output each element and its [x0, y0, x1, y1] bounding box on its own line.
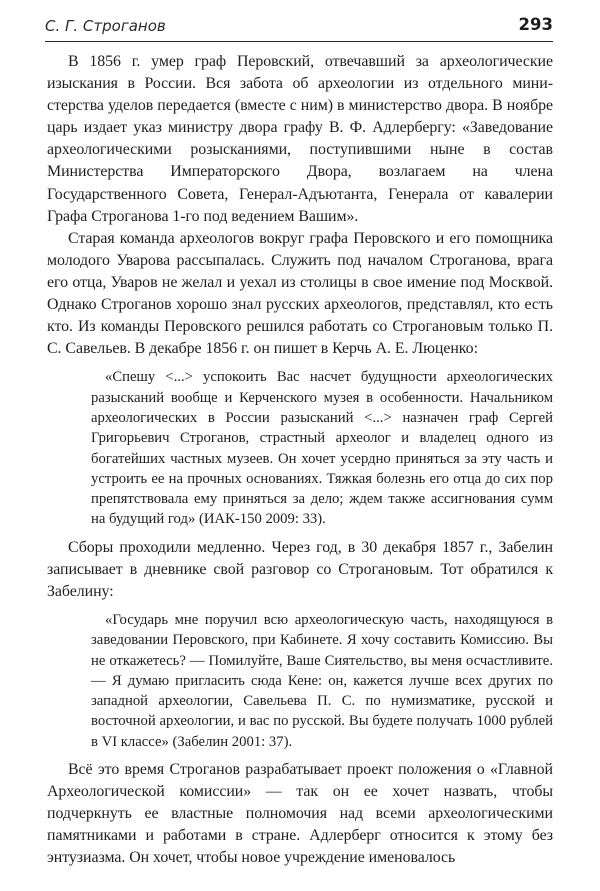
paragraph-3: Сборы проходили медленно. Через год, в 30 декабря 1857 г., Забелин записывает в дневнике свой разговор со Строгановым. Тот обратился к Забелину:	[47, 538, 553, 600]
block-quote-1: «Спешу <...> успокоить Вас насчет будущности археологических разысканий вообще и Керченского музея в особенности. Начальником археологических в России разысканий <...> назначен граф Сергей Григорьевич Строганов, страстный археолог и владелец одного из богатейших частных музеев. Он хочет усердно приняться за эту часть и устроить ее на прочных основаниях. Тяжкая болезнь его отца до сих пор препятствовала ему приняться за дело; ждем также ассигнования сумм на будущий год» (ИАК-150 2009: 33).	[91, 369, 553, 528]
page-number: 293	[518, 15, 553, 34]
running-header-author: С. Г. Строганов	[45, 17, 166, 35]
body-text	[47, 51, 553, 870]
block-quote-2: «Государь мне поручил всю археологическую часть, находящуюся в заведовании Перовского, при Кабинете. Я хочу составить Комиссию. Вы не откажетесь? — Помилуйте, Ваше Сиятельство, вы меня осчастливите. — Я думаю пригласить сюда Кене: он, кажется лучше всех других по западной археологии, Савельева П. С. по нумизматике, русской и восточной археологии, и вас по русской. Вы будете получать 1000 рублей в VI классе» (Забелин 2001: 37).	[91, 611, 553, 750]
paragraph-4: Всё это время Строганов разрабатывает проект положения о «Главной Археологической комиссии» — так он ее хочет назвать, чтобы подчеркнуть ее властные полномочия над всеми археологическими памятниками и работами в стране. Адлерберг относится к этому без энтузиазма. Он хочет, чтобы новое учреждение именовалось	[47, 761, 553, 867]
paragraph-2: Старая команда археологов вокруг графа Перовского и его помощника молодого Уварова рассыпалась. Служить под началом Строганова, врага его отца, Уваров не желал и уехал из столицы в свое имение под Москвой. Однако Строганов хорошо знал русских археологов, представлял, кто есть кто. Из команды Перовского решился работать со Строгановым только П. С. Савельев. В декабре 1856 г. он пишет в Керчь А. Е. Люценко:	[47, 229, 553, 358]
running-header	[45, 15, 553, 42]
paragraph-1: В 1856 г. умер граф Перовский, отвечавший за археологические изыскания в России. Вся забота об археологии из отдельного министерства уделов передается (вместе с ним) в министерство двора. В ноябре царь издает указ министру двора графу В. Ф. Адлербергу: «Заведование археологическими розысканиями, поступившими ныне в состав Министерства Императорского Двора, возлагаем на члена Государственного Совета, Генерал-Адъютанта, Генерала от кавалерии Графа Строганова 1-го под ведением Вашим».	[47, 53, 553, 225]
